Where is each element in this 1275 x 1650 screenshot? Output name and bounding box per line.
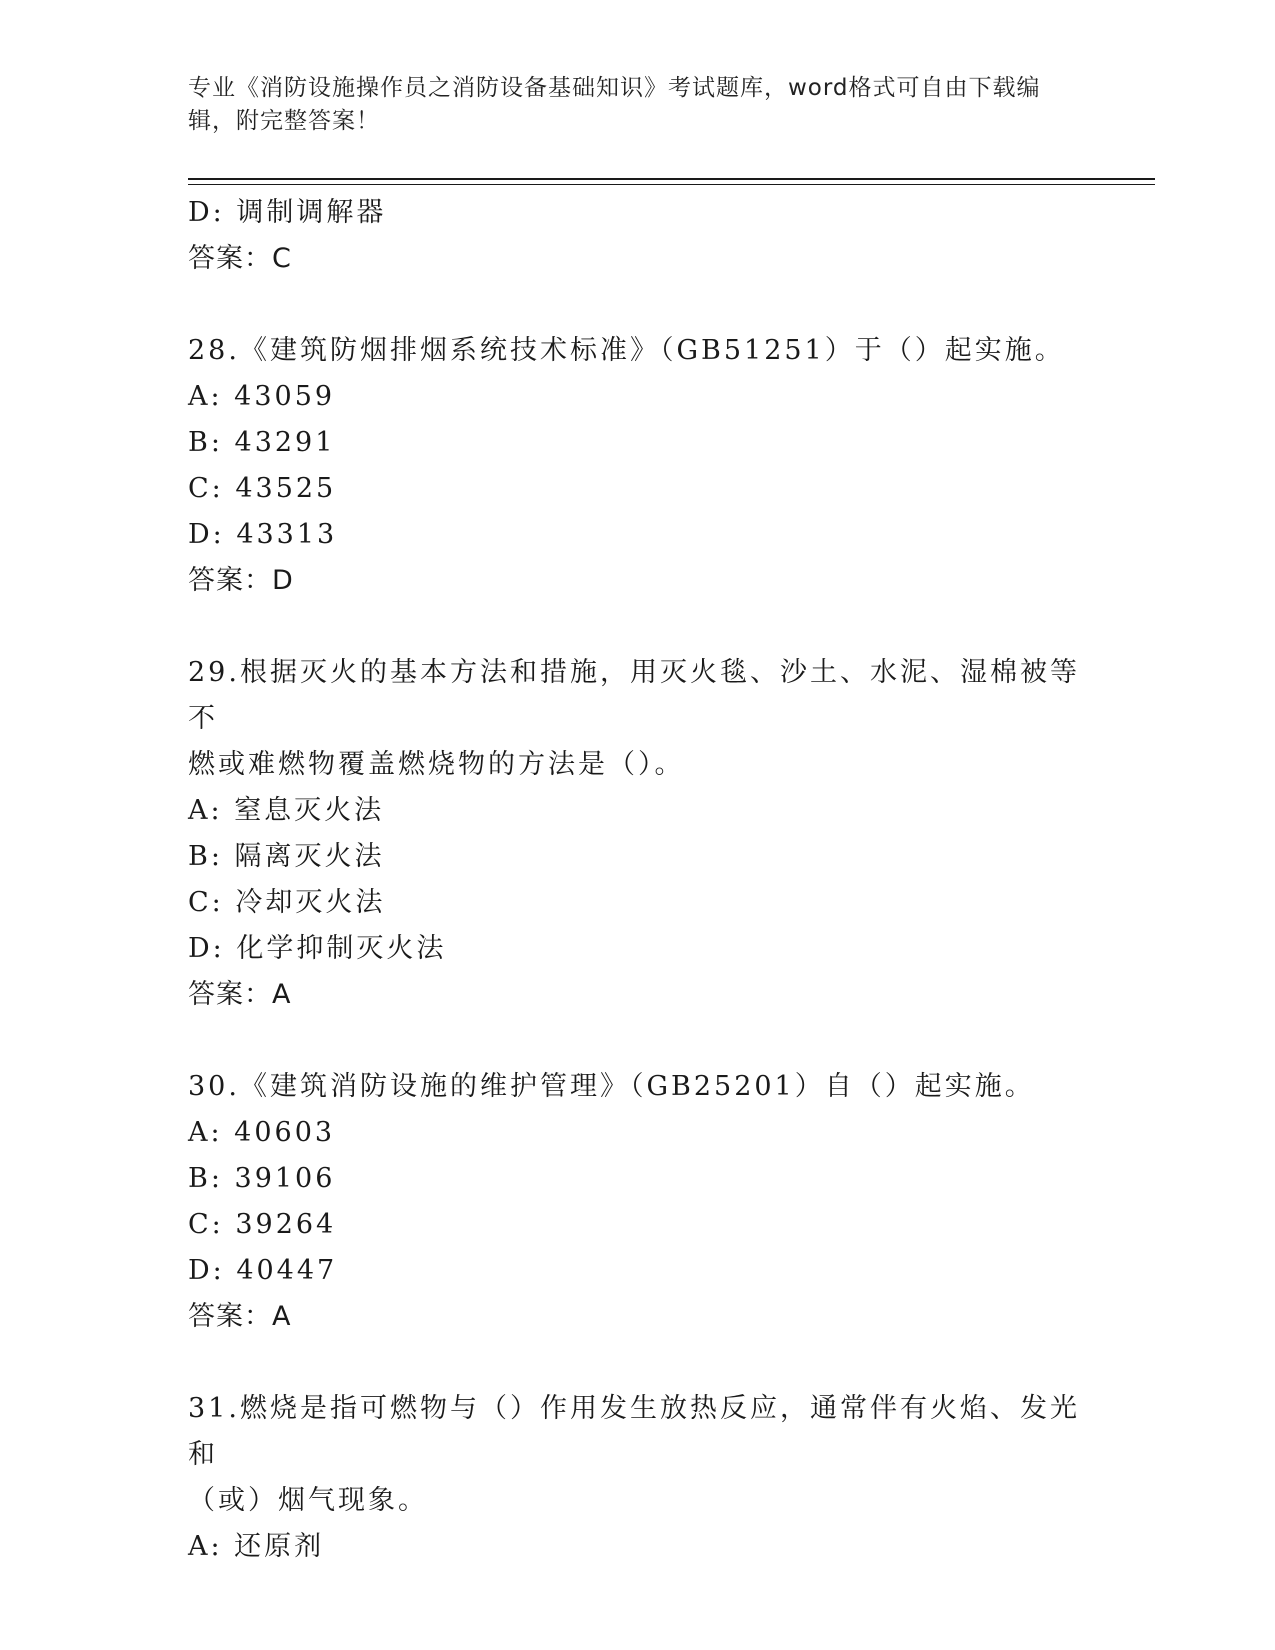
- question-30: [188, 1064, 1088, 1340]
- spacer: [188, 1340, 1088, 1386]
- option-a: A: 窒息灭火法: [188, 795, 385, 826]
- option-c: C: 冷却灭火法: [188, 887, 386, 918]
- header-divider-thin: [188, 184, 1155, 185]
- prev-answer: 答案：C: [188, 243, 292, 274]
- question-stem-line-2: 燃或难燃物覆盖燃烧物的方法是（）。: [188, 749, 685, 780]
- option-d: D: 40447: [188, 1255, 338, 1286]
- option-d: D: 化学抑制灭火法: [188, 933, 447, 964]
- header-divider-thick: [188, 178, 1155, 180]
- header-line-1: 专业《消防设施操作员之消防设备基础知识》考试题库，word格式可自由下载编: [188, 75, 1041, 101]
- question-stem-line-2: （或）烟气现象。: [188, 1485, 428, 1516]
- question-list: [188, 190, 1088, 1570]
- option-b: B: 43291: [188, 427, 336, 458]
- question-stem: 28.《建筑防烟排烟系统技术标准》（GB51251）于（）起实施。: [188, 335, 1065, 366]
- answer: 答案：D: [188, 565, 294, 596]
- option-c: C: 39264: [188, 1209, 337, 1240]
- spacer: [188, 1018, 1088, 1064]
- spacer: [188, 282, 1088, 328]
- question-stem: 30.《建筑消防设施的维护管理》（GB25201）自（）起实施。: [188, 1071, 1035, 1102]
- question-stem-line-1: 31.燃烧是指可燃物与（）作用发生放热反应，通常伴有火焰、发光和: [188, 1393, 1080, 1470]
- spacer: [188, 604, 1088, 650]
- question-28: [188, 328, 1088, 604]
- answer: 答案：A: [188, 1301, 292, 1332]
- option-a: A: 还原剂: [188, 1531, 325, 1562]
- question-31: [188, 1386, 1088, 1570]
- option-b: B: 39106: [188, 1163, 336, 1194]
- header-line-2: 辑，附完整答案！: [188, 108, 380, 134]
- option-a: A: 40603: [188, 1117, 336, 1148]
- answer: 答案：A: [188, 979, 292, 1010]
- question-29: [188, 650, 1088, 1018]
- option-c: C: 43525: [188, 473, 337, 504]
- option-d: D: 43313: [188, 519, 338, 550]
- document-header: [188, 72, 1088, 138]
- prev-option-d: D: 调制调解器: [188, 197, 387, 228]
- question-stem-line-1: 29.根据灭火的基本方法和措施，用灭火毯、沙土、水泥、湿棉被等不: [188, 657, 1080, 734]
- option-a: A: 43059: [188, 381, 336, 412]
- option-b: B: 隔离灭火法: [188, 841, 385, 872]
